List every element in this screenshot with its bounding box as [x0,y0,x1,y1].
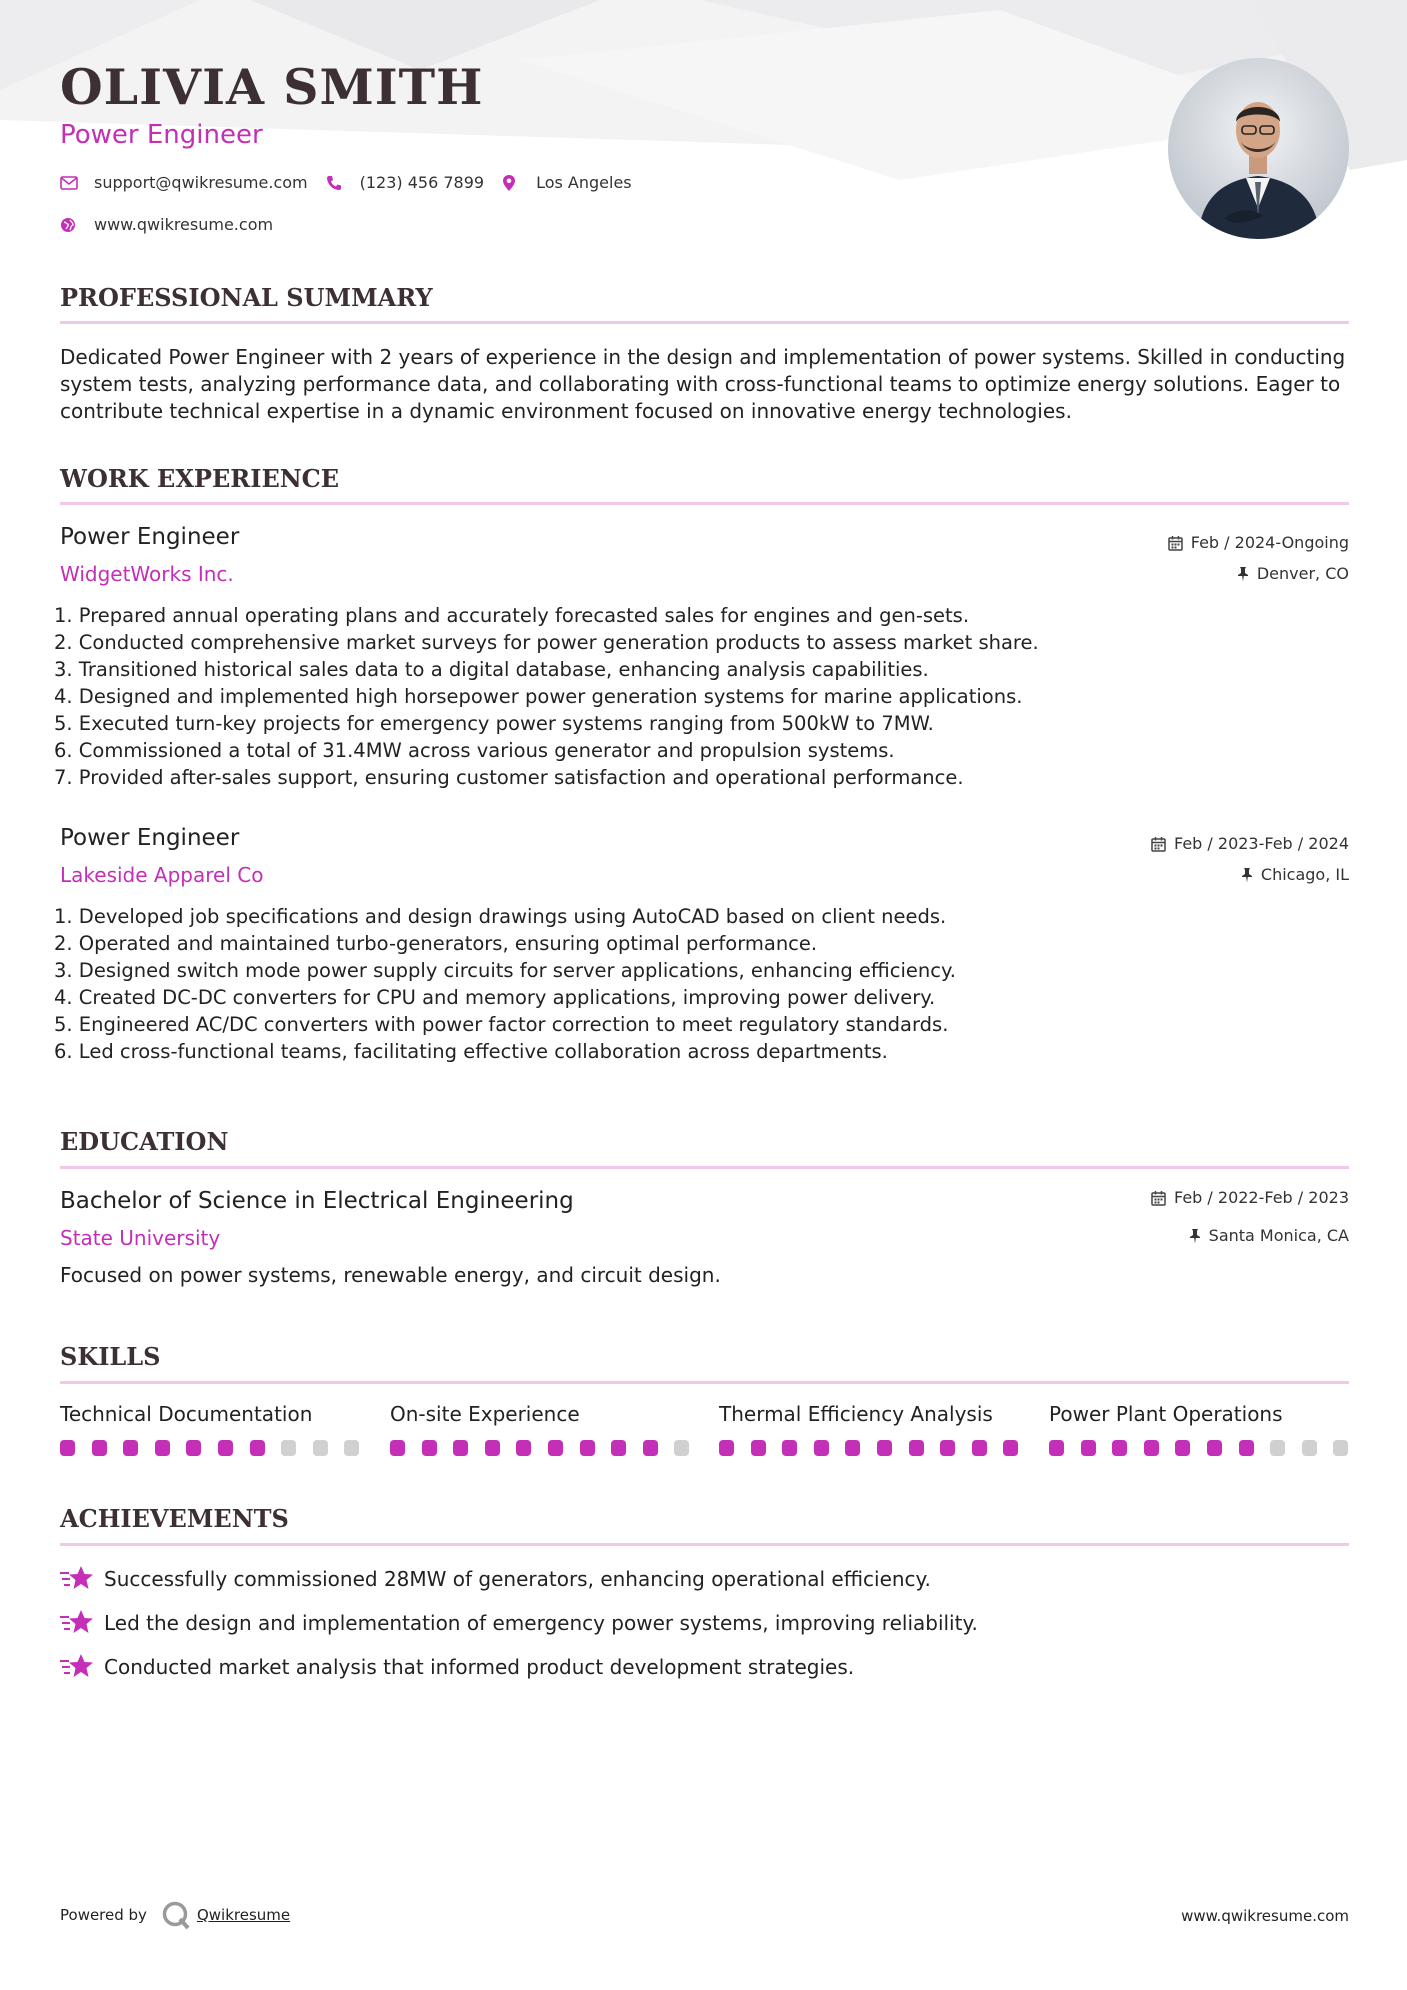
skill-dot [845,1440,860,1456]
skill-dot [1003,1440,1018,1456]
candidate-role: Power Engineer [60,120,263,150]
achievement-text: Successfully commissioned 28MW of generators, enhancing operational efficiency. [104,1567,931,1591]
job-location [1237,564,1349,583]
skill-dot [1049,1440,1064,1456]
achievement-item [60,1652,854,1682]
section-divider [60,321,1349,324]
education-location [1189,1226,1349,1245]
skill-dot [155,1440,170,1456]
list-item: 2. Operated and maintained turbo-generators, ensuring optimal performance. [54,932,818,955]
skill-dot [422,1440,437,1456]
skill-dot [1333,1440,1348,1456]
job-location-text: Denver, CO [1256,564,1349,583]
skill-dot [1207,1440,1222,1456]
job-bullets [54,903,1354,1065]
skill-dot [344,1440,359,1456]
education-location-text: Santa Monica, CA [1208,1226,1349,1245]
pin-icon [1237,566,1249,582]
skill-dot [751,1440,766,1456]
qwikresume-logo-icon [161,1900,191,1930]
skill-dot [390,1440,405,1456]
skill-dot [453,1440,468,1456]
list-item: 6. Commissioned a total of 31.4MW across various generator and propulsion systems. [54,739,895,762]
list-item: 2. Conducted comprehensive market surveys for power generation products to assess market share. [54,631,1039,654]
calendar-icon [1151,836,1166,852]
list-item: 7. Provided after-sales support, ensuring customer satisfaction and operational performance. [54,766,964,789]
email-link[interactable]: support@qwikresume.com [94,173,308,192]
star-icon [60,1564,104,1594]
skill-rating [390,1440,690,1456]
contact-row [60,173,650,192]
skill-dot [814,1440,829,1456]
skill-name: Power Plant Operations [1049,1402,1283,1426]
website-link[interactable]: www.qwikresume.com [94,215,274,234]
job-dates-text: Feb / 2023-Feb / 2024 [1174,834,1349,853]
list-item: 3. Designed switch mode power supply circuits for server applications, enhancing efficiency. [54,959,956,982]
achievement-text: Led the design and implementation of emergency power systems, improving reliability. [104,1611,978,1635]
job-company: Lakeside Apparel Co [60,863,264,887]
skill-dot [1270,1440,1285,1456]
achievement-item [60,1564,931,1594]
skill-dot [123,1440,138,1456]
list-item: 1. Prepared annual operating plans and accurately forecasted sales for engines and gen-sets. [54,604,970,627]
skill-dot [218,1440,233,1456]
section-title-skills: SKILLS [60,1342,161,1371]
skill-dot [972,1440,987,1456]
skill-dot [674,1440,689,1456]
skill-dot [1112,1440,1127,1456]
job-location [1241,865,1349,884]
skill-dot [516,1440,531,1456]
list-item: 5. Executed turn-key projects for emergency power systems ranging from 500kW to 7MW. [54,712,934,735]
education-dates-text: Feb / 2022-Feb / 2023 [1174,1188,1349,1207]
skill-dot [1081,1440,1096,1456]
skill-dot [719,1440,734,1456]
education-description: Focused on power systems, renewable energy, and circuit design. [60,1263,721,1287]
skill-dot [643,1440,658,1456]
skill-dot [580,1440,595,1456]
pin-icon [1189,1228,1201,1244]
skill-item [1049,1402,1349,1432]
skill-dot [313,1440,328,1456]
list-item: 4. Created DC-DC converters for CPU and memory applications, improving power delivery. [54,986,936,1009]
pin-icon [1241,867,1253,883]
list-item: 1. Developed job specifications and design drawings using AutoCAD based on client needs. [54,905,947,928]
section-title-achievements: ACHIEVEMENTS [60,1504,289,1533]
job-company: WidgetWorks Inc. [60,562,234,586]
school-name: State University [60,1226,221,1250]
job-title: Power Engineer [60,524,240,550]
achievement-text: Conducted market analysis that informed product development strategies. [104,1655,855,1679]
candidate-name: OLIVIA SMITH [60,58,484,116]
job-dates [1168,533,1349,552]
skill-dot [60,1440,75,1456]
skill-dot [1239,1440,1254,1456]
skill-dot [909,1440,924,1456]
section-divider [60,1381,1349,1384]
map-pin-icon [502,174,536,192]
skill-rating [60,1440,360,1456]
qwikresume-link[interactable]: Qwikresume [196,1906,291,1924]
skill-dot [186,1440,201,1456]
job-dates-text: Feb / 2024-Ongoing [1190,533,1349,552]
skill-dot [782,1440,797,1456]
phone-icon [326,175,360,191]
section-title-summary: PROFESSIONAL SUMMARY [60,283,433,312]
list-item: 3. Transitioned historical sales data to a digital database, enhancing analysis capabilities. [54,658,929,681]
skill-item [390,1402,690,1432]
summary-text: Dedicated Power Engineer with 2 years of experience in the design and implementation of power systems. Skilled in conducting system tests, analyzing performance data, and collaborating with cross-functional teams to optimize energy solutions. Eager to contribute technical expertise in a dynamic environment focused on innovative energy technologies. [60,345,1346,423]
skill-name: On-site Experience [390,1402,580,1426]
calendar-icon [1168,535,1183,551]
section-title-education: EDUCATION [60,1127,229,1156]
skill-dot [1144,1440,1159,1456]
achievement-item [60,1608,978,1638]
skill-rating [1049,1440,1349,1456]
skill-dot [1302,1440,1317,1456]
skill-dot [611,1440,626,1456]
section-title-experience: WORK EXPERIENCE [60,464,340,493]
degree-title: Bachelor of Science in Electrical Engineering [60,1188,574,1214]
profile-photo [1168,58,1349,239]
skill-rating [719,1440,1019,1456]
phone-number[interactable]: (123) 456 7899 [359,173,485,192]
skill-dot [92,1440,107,1456]
skill-dot [281,1440,296,1456]
star-icon [60,1608,104,1638]
calendar-icon [1151,1190,1166,1206]
globe-icon [60,217,94,233]
education-dates [1151,1188,1349,1207]
list-item: 4. Designed and implemented high horsepower power generation systems for marine applications. [54,685,1023,708]
skill-dot [250,1440,265,1456]
envelope-icon [60,176,94,190]
skill-name: Technical Documentation [60,1402,313,1426]
location-text: Los Angeles [536,173,632,192]
job-title: Power Engineer [60,825,240,851]
job-bullets [54,602,1354,791]
skill-dot [485,1440,500,1456]
skill-item [719,1402,1019,1432]
job-location-text: Chicago, IL [1260,865,1349,884]
list-item: 6. Led cross-functional teams, facilitating effective collaboration across departments. [54,1040,888,1063]
website-row [60,215,291,234]
section-divider [60,502,1349,505]
skill-dot [1175,1440,1190,1456]
skill-dot [877,1440,892,1456]
skill-dot [940,1440,955,1456]
section-divider [60,1166,1349,1169]
skill-name: Thermal Efficiency Analysis [719,1402,993,1426]
skill-item [60,1402,360,1432]
powered-by-label: Powered by [60,1906,147,1924]
star-icon [60,1652,104,1682]
footer-website[interactable]: www.qwikresume.com [1181,1907,1349,1925]
section-divider [60,1543,1349,1546]
footer-powered-by [60,1900,290,1930]
skill-dot [548,1440,563,1456]
job-dates [1151,834,1349,853]
list-item: 5. Engineered AC/DC converters with power factor correction to meet regulatory standards. [54,1013,949,1036]
